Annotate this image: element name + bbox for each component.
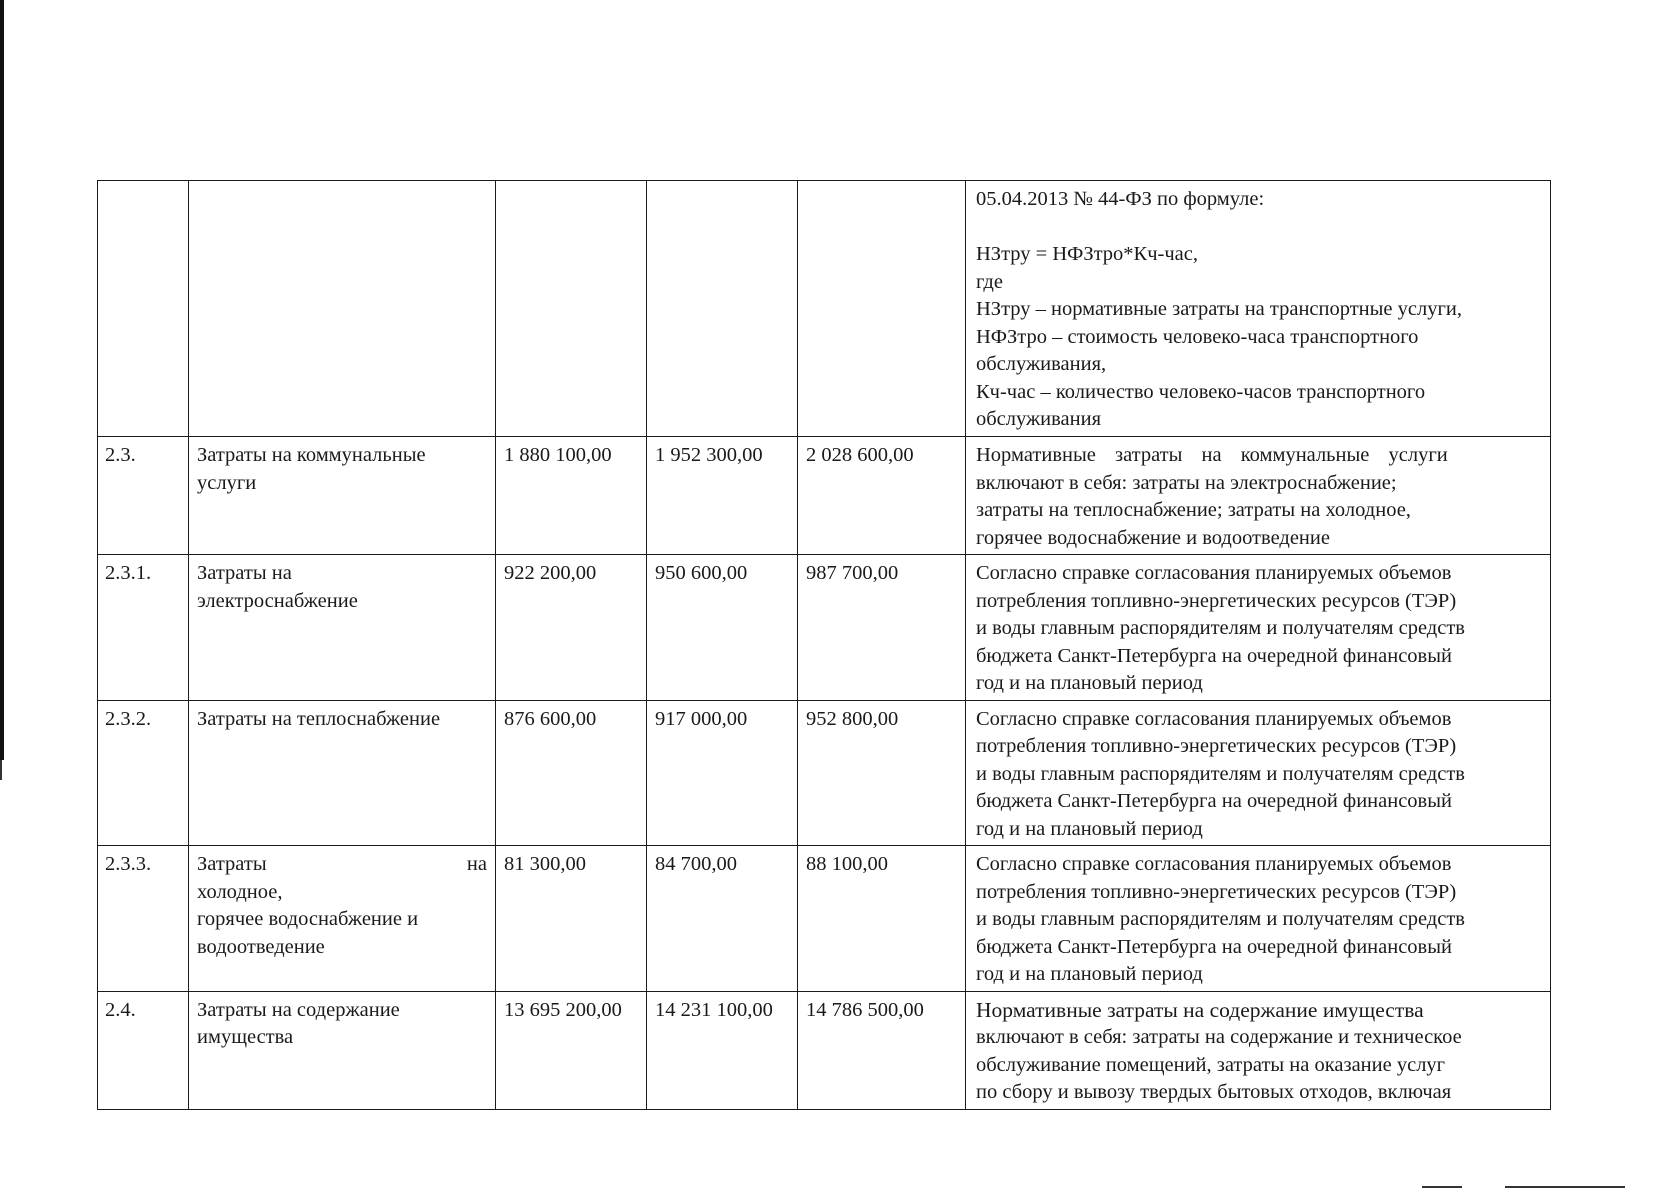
name-line: электроснабжение xyxy=(197,589,358,612)
cell-note xyxy=(966,991,1551,1109)
scan-footer-mark xyxy=(1505,1186,1625,1188)
note-line: включают в себя: затраты на электроснабжение; xyxy=(976,471,1397,494)
note-line: бюджета Санкт-Петербурга на очередной финансовый xyxy=(976,644,1452,667)
name-line: Затраты на коммунальные xyxy=(197,444,426,466)
name-line: Затраты на xyxy=(197,562,292,584)
note-line: и воды главным распорядителям и получателям средств xyxy=(976,762,1465,785)
cell-amount-1: 13 695 200,00 xyxy=(496,991,647,1109)
note-line: НФЗтро – стоимость человеко-часа транспортного xyxy=(976,325,1419,348)
cell-amount-2: 84 700,00 xyxy=(647,846,798,992)
note-line: год и на плановый период xyxy=(976,963,1203,985)
table-row xyxy=(98,846,1551,992)
scan-footer-mark xyxy=(1422,1186,1462,1188)
note-line: Нормативные затраты на содержание имущества xyxy=(976,997,1424,1022)
cell-note xyxy=(966,437,1551,555)
note-line: включают в себя: затраты на содержание и техническое xyxy=(976,1026,1462,1048)
name-line: Затраты на теплоснабжение xyxy=(197,707,441,730)
note-line: НЗтру – нормативные затраты на транспортные услуги, xyxy=(976,298,1462,320)
cell-note xyxy=(966,846,1551,992)
cell-number: 2.3.1. xyxy=(98,555,189,701)
note-line: по сбору и вывозу твердых бытовых отходов, включая xyxy=(976,1081,1452,1103)
name-line: Затраты на содержание xyxy=(197,998,400,1021)
cell-amount-2 xyxy=(647,181,798,437)
name-line: горячее водоснабжение и xyxy=(197,908,419,930)
cell-name xyxy=(189,181,496,437)
cell-number xyxy=(98,181,189,437)
cell-amount-1: 81 300,00 xyxy=(496,846,647,992)
name-line: водоотведение xyxy=(197,935,325,958)
cell-amount-2: 950 600,00 xyxy=(647,555,798,701)
note-line: обслуживания, xyxy=(976,353,1107,375)
name-line: имущества xyxy=(197,1026,294,1048)
cell-note xyxy=(966,555,1551,701)
note-line: 05.04.2013 № 44-ФЗ по формуле: xyxy=(976,188,1265,210)
note-line: потребления топливно-энергетических ресурсов (ТЭР) xyxy=(976,589,1457,612)
cell-amount-1: 1 880 100,00 xyxy=(496,437,647,555)
note-line: Согласно справке согласования планируемых объемов xyxy=(976,562,1452,584)
cell-amount-1: 922 200,00 xyxy=(496,555,647,701)
name-line: Затраты на холодное, xyxy=(197,853,487,903)
note-line: бюджета Санкт-Петербурга на очередной финансовый xyxy=(976,790,1452,812)
cell-note xyxy=(966,181,1551,437)
table-row xyxy=(98,991,1551,1109)
note-line: и воды главным распорядителям и получателям средств xyxy=(976,617,1465,639)
cell-amount-1: 876 600,00 xyxy=(496,700,647,846)
formula-line: НЗтру = НФЗтро*Кч-час, xyxy=(976,243,1198,265)
cell-name xyxy=(189,555,496,701)
note-line: год и на плановый период xyxy=(976,672,1203,694)
note-line: Нормативные затраты на коммунальные услуги xyxy=(976,444,1448,466)
cell-name xyxy=(189,846,496,992)
cell-amount-3 xyxy=(798,181,966,437)
cell-amount-2: 1 952 300,00 xyxy=(647,437,798,555)
cell-amount-3: 2 028 600,00 xyxy=(798,437,966,555)
note-line: год и на плановый период xyxy=(976,817,1203,840)
cell-number: 2.3.3. xyxy=(98,846,189,992)
cell-amount-3: 987 700,00 xyxy=(798,555,966,701)
cell-note xyxy=(966,700,1551,846)
note-line: затраты на теплоснабжение; затраты на холодное, xyxy=(976,499,1411,521)
note-spacer xyxy=(976,214,1542,242)
cell-number: 2.3.2. xyxy=(98,700,189,846)
cell-name xyxy=(189,700,496,846)
scan-edge-mark xyxy=(0,0,4,760)
note-line: где xyxy=(976,270,1003,293)
note-line: Кч-час – количество человеко-часов транспортного xyxy=(976,380,1426,403)
note-line: и воды главным распорядителям и получателям средств xyxy=(976,908,1465,930)
note-line: Согласно справке согласования планируемых объемов xyxy=(976,707,1452,730)
cell-amount-3: 88 100,00 xyxy=(798,846,966,992)
scan-edge-mark-tail xyxy=(0,760,2,780)
table-row xyxy=(98,700,1551,846)
table-row xyxy=(98,437,1551,555)
name-line: услуги xyxy=(197,471,257,494)
table-row-continuation xyxy=(98,181,1551,437)
cell-amount-1 xyxy=(496,181,647,437)
cell-name xyxy=(189,437,496,555)
note-line: обслуживание помещений, затраты на оказание услуг xyxy=(976,1053,1446,1076)
cell-name xyxy=(189,991,496,1109)
cell-number: 2.4. xyxy=(98,991,189,1109)
table-row xyxy=(98,555,1551,701)
note-line: бюджета Санкт-Петербурга на очередной финансовый xyxy=(976,935,1452,958)
note-line: Согласно справке согласования планируемых объемов xyxy=(976,853,1452,875)
note-line: потребления топливно-энергетических ресурсов (ТЭР) xyxy=(976,880,1457,903)
note-line: обслуживания xyxy=(976,408,1102,430)
note-line: потребления топливно-энергетических ресурсов (ТЭР) xyxy=(976,735,1457,757)
cell-amount-2: 917 000,00 xyxy=(647,700,798,846)
cell-amount-3: 952 800,00 xyxy=(798,700,966,846)
cell-amount-2: 14 231 100,00 xyxy=(647,991,798,1109)
cell-amount-3: 14 786 500,00 xyxy=(798,991,966,1109)
note-line: горячее водоснабжение и водоотведение xyxy=(976,526,1330,549)
cost-norms-table xyxy=(97,180,1551,1110)
cell-number: 2.3. xyxy=(98,437,189,555)
